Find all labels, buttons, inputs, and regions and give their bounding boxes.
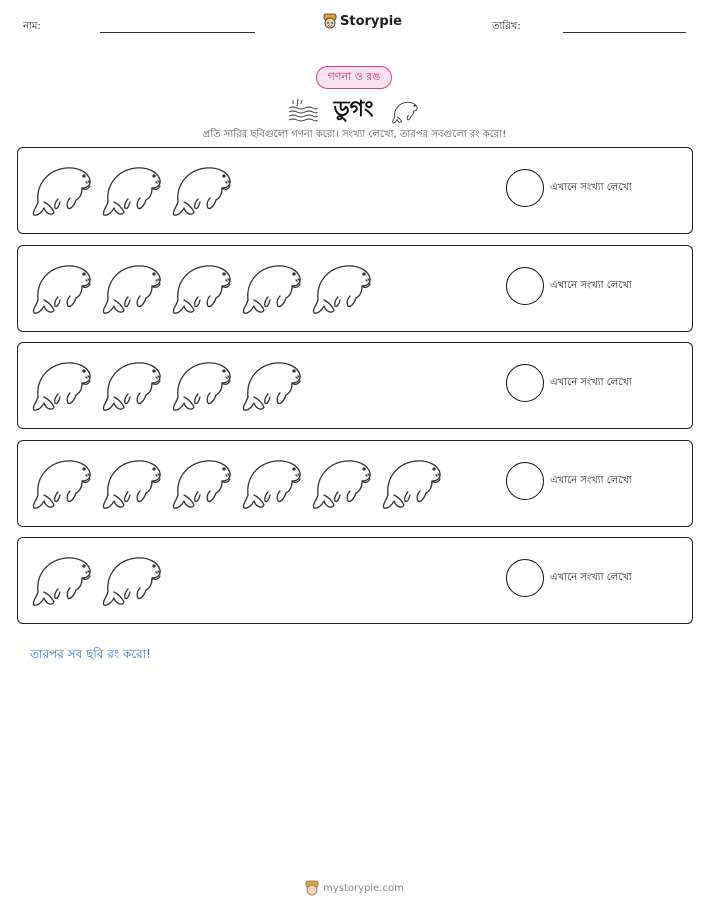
page-title: ডুগং bbox=[333, 97, 374, 122]
dugong-outline-icon bbox=[30, 451, 94, 511]
answer-label: এখানে সংখ্যা লেখো bbox=[550, 279, 632, 291]
answer-label: এখানে সংখ্যা লেখো bbox=[550, 377, 632, 388]
answer-label: এখানে সংখ্যা লেখো bbox=[550, 474, 632, 486]
answer-label: এখানে সংখ্যা লেখো bbox=[550, 572, 632, 583]
dugong-outline-icon bbox=[100, 451, 164, 511]
count-row bbox=[17, 342, 693, 429]
site-url: mystorypie.com bbox=[323, 882, 404, 894]
title-row bbox=[0, 92, 709, 129]
instructions: প্রতি সারির ছবিগুলো গণনা করো। সংখ্যা লেখো, তারপর সবগুলো রং করো! bbox=[202, 129, 507, 140]
dugong-outline-icon bbox=[100, 353, 164, 413]
dugong-outline-icon bbox=[170, 256, 234, 316]
answer-circle[interactable] bbox=[506, 559, 544, 597]
counting-rows bbox=[17, 147, 693, 635]
dugong-outline-icon bbox=[100, 548, 164, 608]
seagrass-waves-icon bbox=[287, 98, 319, 124]
dugong-figures bbox=[30, 256, 374, 316]
dugong-outline-icon bbox=[240, 451, 304, 511]
dugong-icon bbox=[388, 98, 422, 124]
dugong-outline-icon bbox=[30, 353, 94, 413]
dugong-outline-icon bbox=[100, 256, 164, 316]
answer-circle[interactable] bbox=[506, 267, 544, 305]
dugong-outline-icon bbox=[310, 256, 374, 316]
dugong-outline-icon bbox=[170, 353, 234, 413]
dugong-outline-icon bbox=[100, 158, 164, 218]
count-row bbox=[17, 440, 693, 527]
storypie-mascot-icon bbox=[305, 880, 319, 896]
dugong-figures bbox=[30, 548, 164, 608]
answer-label: এখানে সংখ্যা লেখো bbox=[550, 182, 632, 193]
name-line bbox=[100, 32, 255, 33]
worksheet-header bbox=[0, 0, 709, 44]
dugong-outline-icon bbox=[170, 451, 234, 511]
dugong-outline-icon bbox=[30, 548, 94, 608]
dugong-outline-icon bbox=[30, 256, 94, 316]
brand-name: Storypie bbox=[340, 13, 402, 29]
dugong-outline-icon bbox=[30, 158, 94, 218]
dugong-outline-icon bbox=[240, 353, 304, 413]
date-line bbox=[563, 32, 686, 33]
dugong-outline-icon bbox=[170, 158, 234, 218]
footer-instruction: তারপর সব ছবি রং করো! bbox=[30, 647, 151, 661]
dugong-outline-icon bbox=[310, 451, 374, 511]
dugong-outline-icon bbox=[240, 256, 304, 316]
dugong-figures bbox=[30, 451, 444, 511]
answer-circle[interactable] bbox=[506, 169, 544, 207]
count-row bbox=[17, 537, 693, 624]
site-footer bbox=[0, 880, 709, 896]
answer-circle[interactable] bbox=[506, 462, 544, 500]
count-row bbox=[17, 245, 693, 332]
dugong-figures bbox=[30, 158, 234, 218]
answer-circle[interactable] bbox=[506, 364, 544, 402]
category-badge: গণনা ও রঙ bbox=[316, 66, 392, 89]
name-label: নাম: bbox=[23, 21, 41, 32]
dugong-outline-icon bbox=[380, 451, 444, 511]
date-label: তারিখ: bbox=[492, 21, 521, 32]
brand-logo bbox=[323, 13, 402, 29]
storypie-mascot-icon bbox=[323, 13, 337, 29]
count-row bbox=[17, 147, 693, 234]
dugong-figures bbox=[30, 353, 304, 413]
